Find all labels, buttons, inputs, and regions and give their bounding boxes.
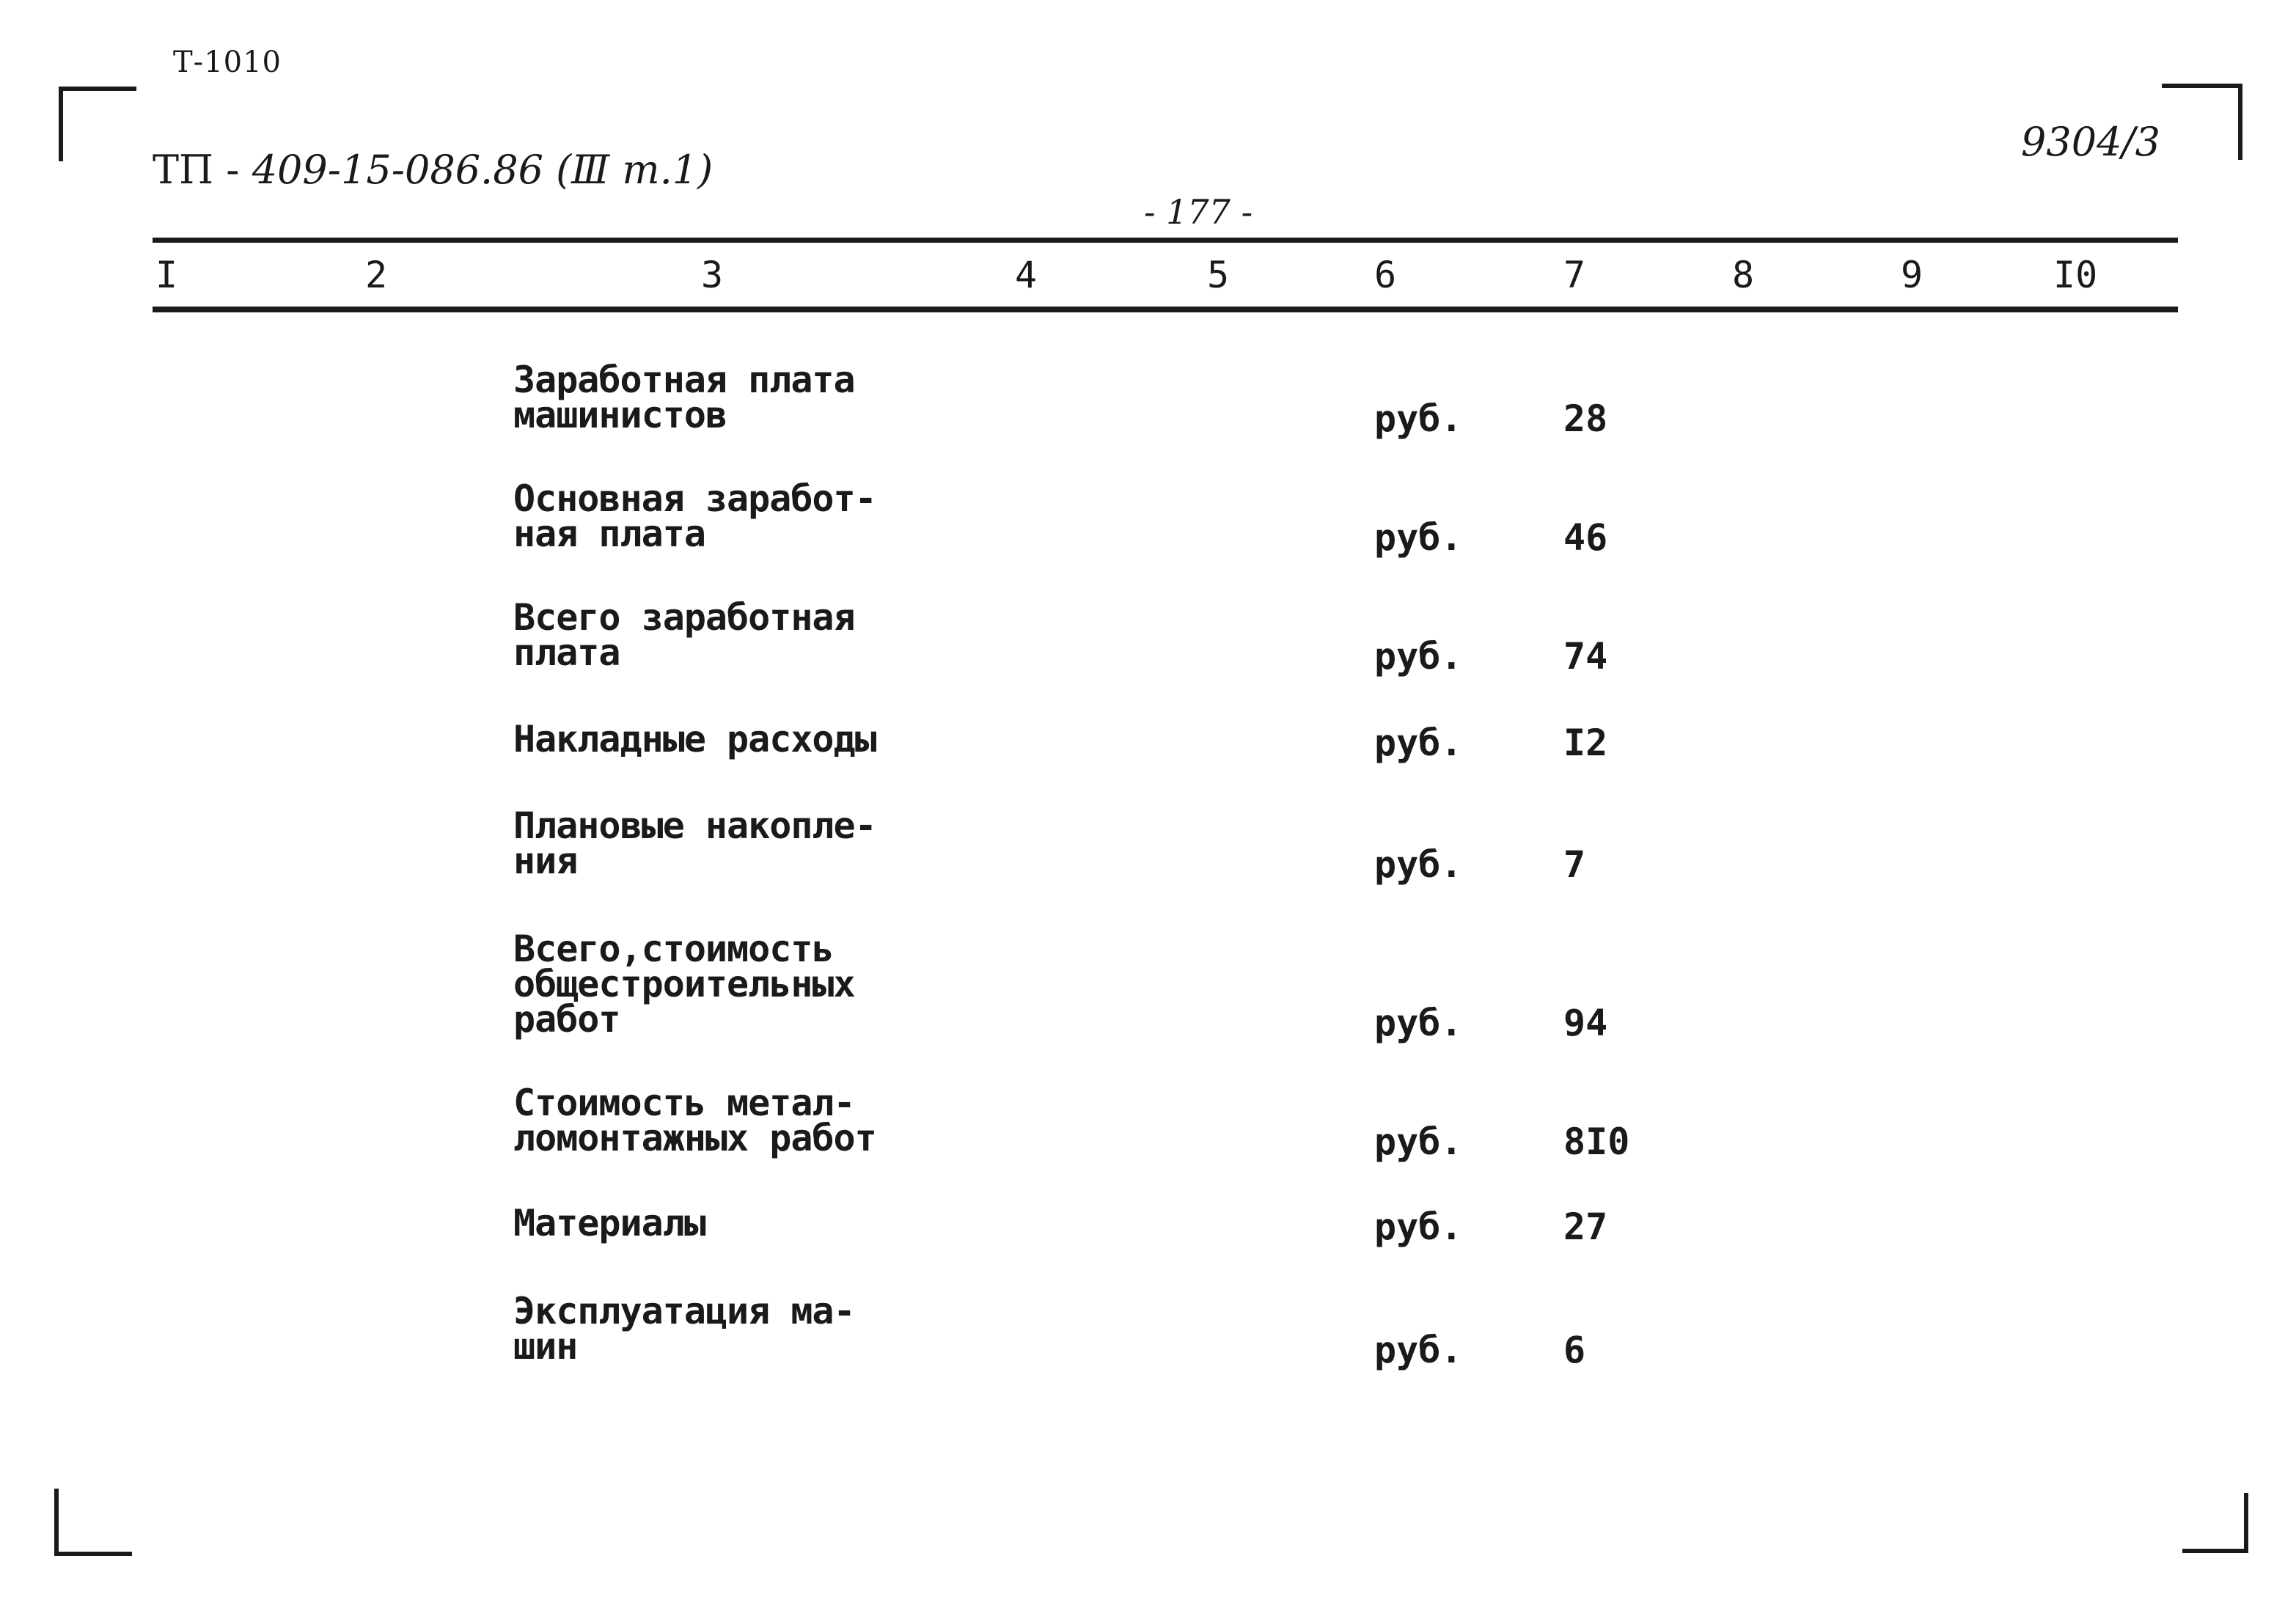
row-value: 6 [1563,1329,1586,1371]
row-description [513,804,876,882]
description-line: Основная заработ- [513,477,876,520]
row-description [513,359,855,436]
column-number: I [155,254,178,296]
column-number: 8 [1732,254,1755,296]
row-unit: руб. [1374,635,1463,678]
document-prefix: ТП - [153,147,240,193]
description-line: ния [513,840,578,882]
column-number: 5 [1207,254,1230,296]
description-line: ная плата [513,513,705,555]
description-line: Плановые накопле- [513,804,876,847]
row-unit: руб. [1374,722,1463,764]
description-line: Всего,стоимость [513,928,834,970]
row-description [513,928,855,1041]
column-number: 6 [1374,254,1397,296]
description-line: общестроительных [513,963,855,1005]
row-description [513,1082,876,1159]
corner-mark-bottom-left [54,1489,132,1556]
column-number: 2 [365,254,388,296]
row-unit: руб. [1374,397,1463,440]
row-description [513,477,876,555]
description-line: машинистов [513,394,727,436]
row-unit: руб. [1374,516,1463,559]
description-line: работ [513,998,620,1041]
description-line: Материалы [513,1202,705,1244]
row-unit: руб. [1374,1120,1463,1163]
row-unit: руб. [1374,1329,1463,1371]
page-number: - 177 - [1144,192,1253,232]
description-line: плата [513,631,620,674]
row-value: I2 [1563,722,1608,764]
column-number: 9 [1901,254,1923,296]
row-description [513,596,855,674]
corner-mark-top-left [59,87,136,161]
row-value: 27 [1563,1206,1608,1248]
description-line: шин [513,1325,578,1368]
document-number-value: 409-15-086.86 (Ⅲ т.1) [252,147,714,193]
description-line: Всего заработная [513,596,855,639]
description-line: Заработная плата [513,359,855,401]
row-value: 8I0 [1563,1120,1630,1163]
row-value: 46 [1563,516,1608,559]
column-number: 7 [1563,254,1586,296]
row-unit: руб. [1374,843,1463,886]
corner-mark-top-right [2162,84,2242,160]
description-line: Накладные расходы [513,718,876,760]
column-number: 3 [701,254,724,296]
row-description [513,718,876,760]
table-header-bottom-rule [153,307,2178,312]
row-unit: руб. [1374,1002,1463,1044]
column-number: 4 [1015,254,1038,296]
row-value: 74 [1563,635,1608,678]
column-number: I0 [2053,254,2098,296]
row-description [513,1290,855,1368]
description-line: ломонтажных работ [513,1117,876,1159]
description-line: Стоимость метал- [513,1082,855,1124]
document-number [153,147,713,193]
row-value: 94 [1563,1002,1608,1044]
row-value: 7 [1563,843,1586,886]
inventory-number: 9304/3 [2021,119,2160,165]
row-value: 28 [1563,397,1608,440]
description-line: Эксплуатация ма- [513,1290,855,1332]
table-header-top-rule [153,238,2178,243]
corner-mark-bottom-right [2182,1493,2248,1553]
row-unit: руб. [1374,1206,1463,1248]
series-code: Т-1010 [173,45,282,79]
row-description [513,1202,705,1244]
